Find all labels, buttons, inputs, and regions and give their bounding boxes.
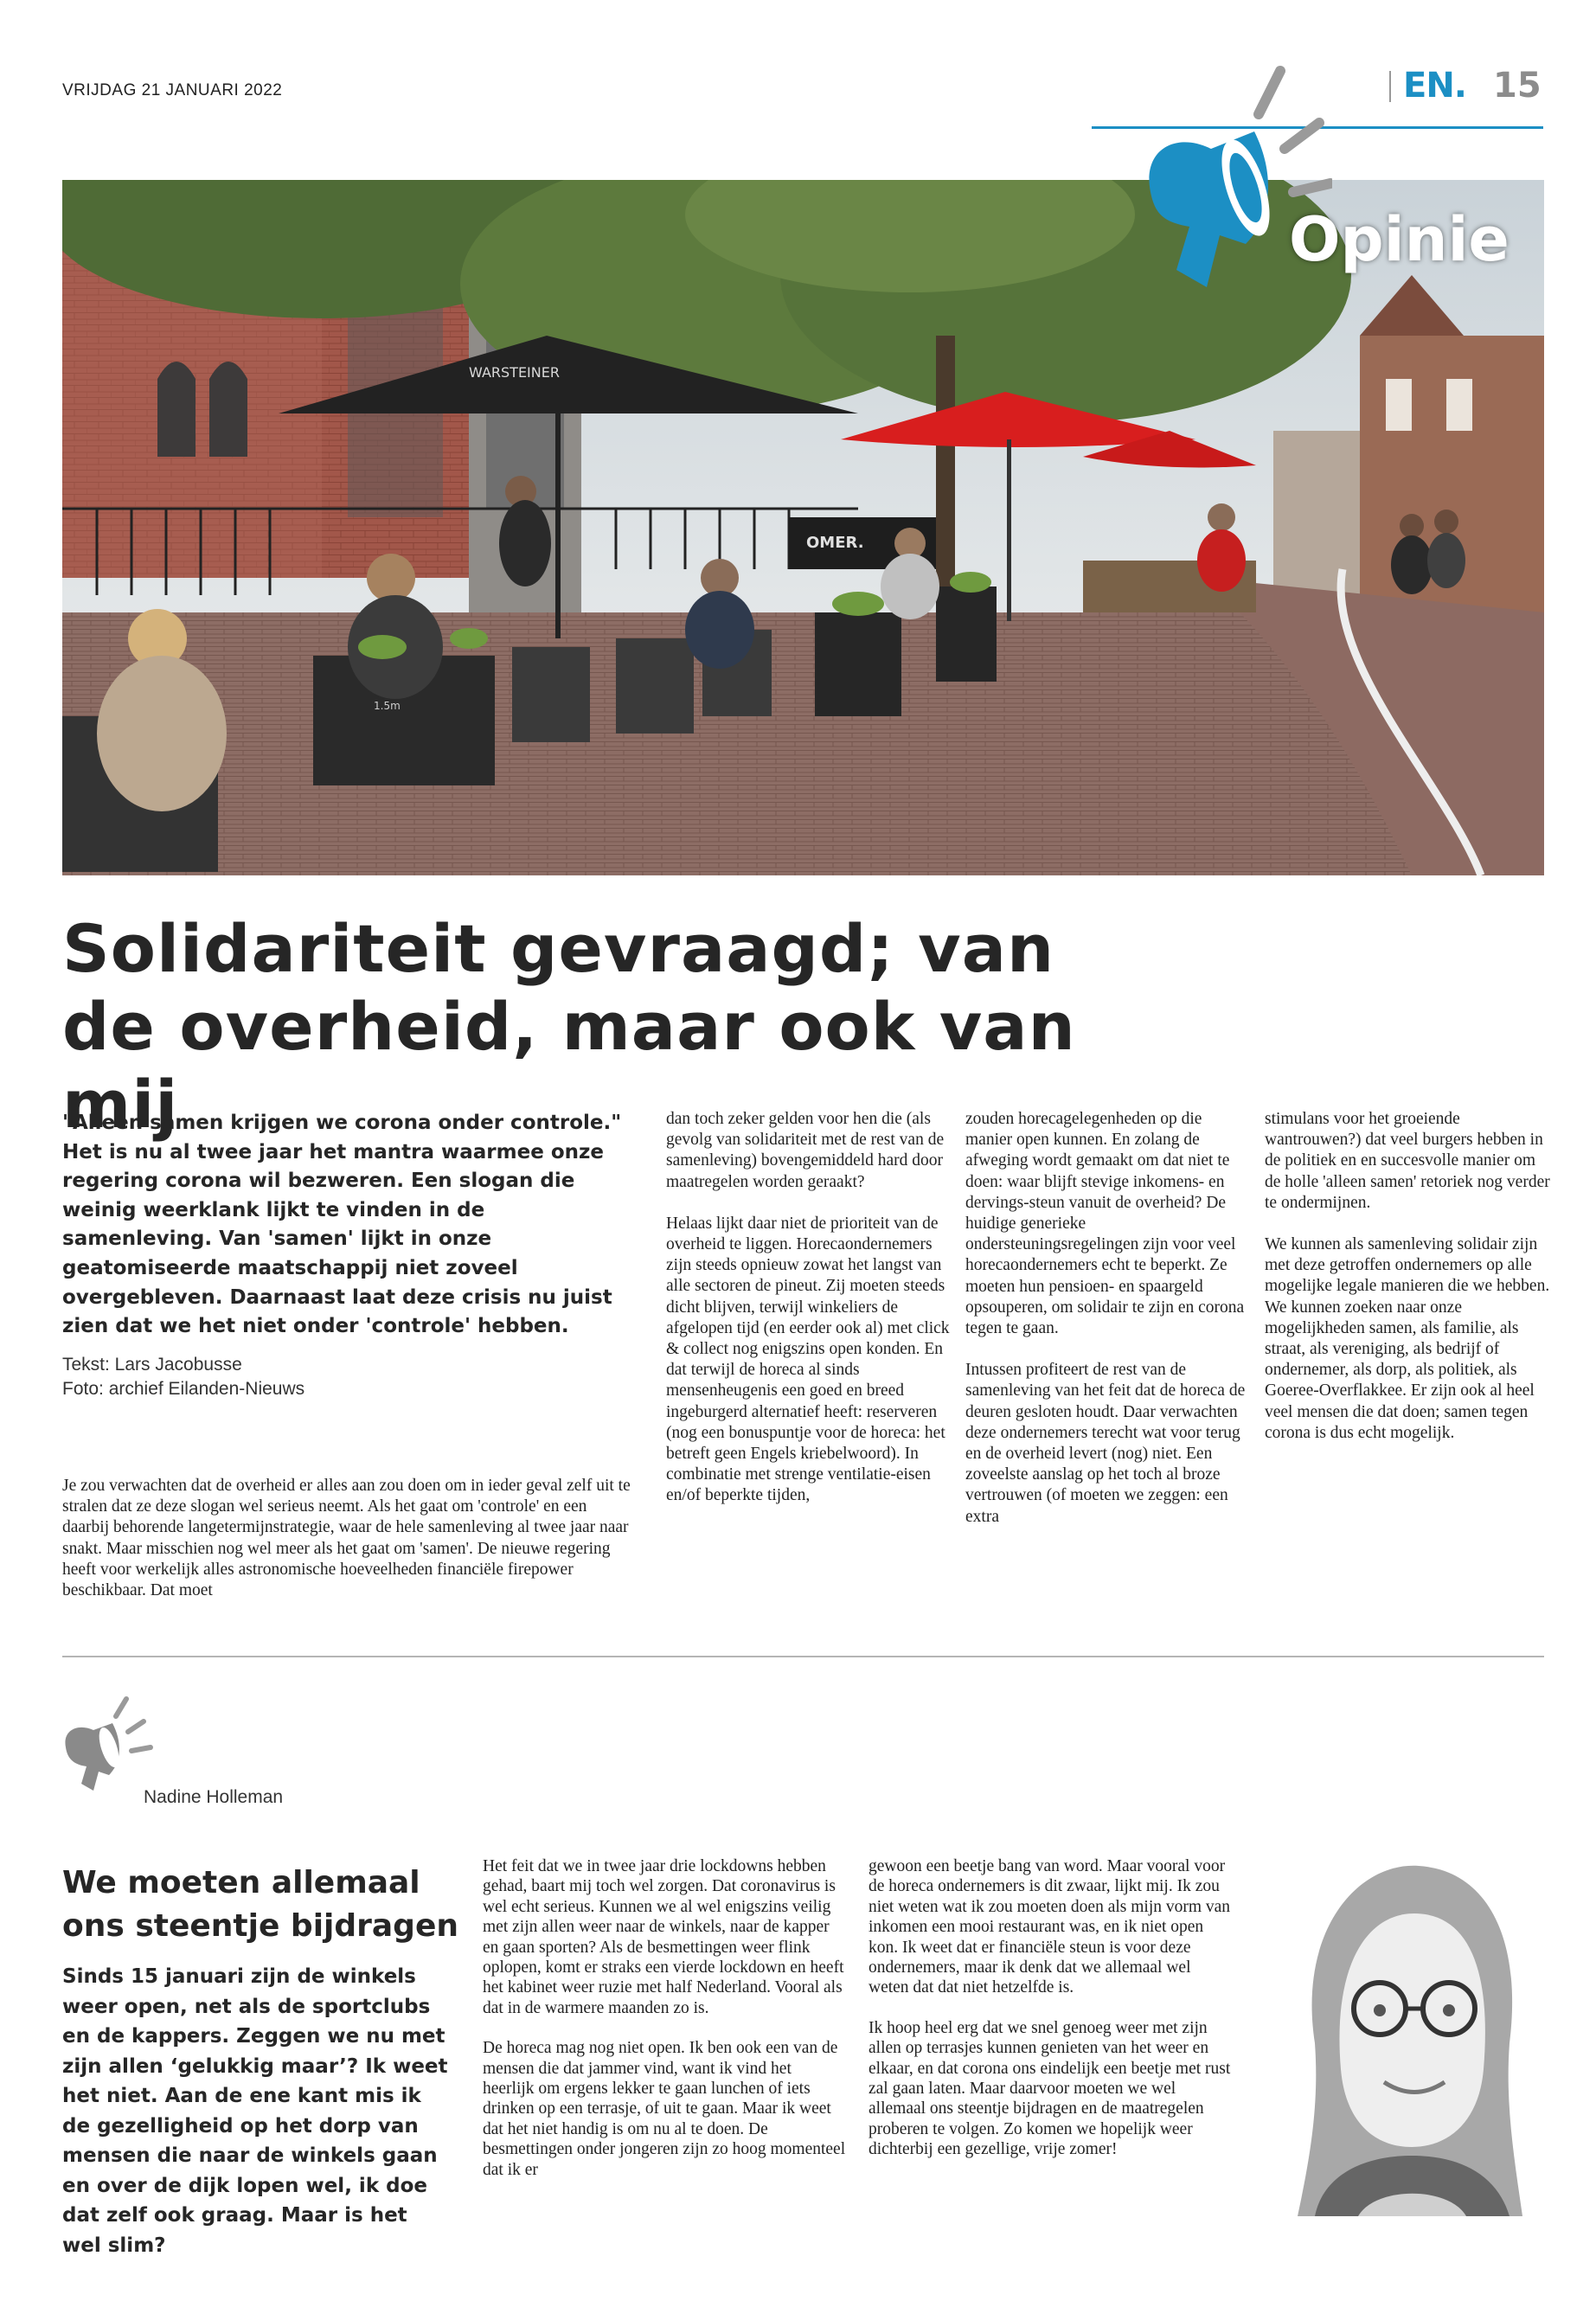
paragraph: gewoon een beetje bang van word. Maar vooral voor de horeca ondernemers is dit zwaar, lijkt mij. Ik zou niet weten wat ik zou moeten doen als mijn vorm van inkomen een mooi restaurant was, en ik niet open kon. Ik weet dat er financiële steun is voor deze ondernemers, maar ik denk dat we allemaal wel weten dat dat niet hetzelfde is. — [869, 1857, 1231, 1997]
dateline: VRIJDAG 21 JANUARI 2022 — [62, 81, 283, 99]
paragraph: stimulans voor het groeiende wantrouwen?) dat veel burgers hebben in de politiek en en succesvolle manier om de holle 'alleen samen' retoriek nog verder te ondermijnen. — [1265, 1110, 1550, 1212]
body-column-4 — [1265, 1109, 1550, 1465]
body-column-3 — [965, 1109, 1251, 1548]
brand-logo: EN. — [1403, 66, 1466, 106]
author-portrait — [1263, 1844, 1548, 2216]
section-divider — [62, 1656, 1544, 1657]
body-column-1 — [62, 1476, 633, 1622]
credit-text: Tekst: Lars Jacobusse — [62, 1355, 242, 1375]
article2-headline: We moeten allemaal ons steentje bijdragen — [62, 1865, 458, 1944]
paragraph: dan toch zeker gelden voor hen die (als gevolg van solidariteit met de rest van de samenleving) bovengemiddeld hard door maatregelen worden geraakt? — [666, 1110, 945, 1191]
article2-column-1 — [483, 1856, 846, 2200]
body-column-2 — [666, 1109, 952, 1528]
article-lead: "Alleen samen krijgen we corona onder controle." Het is nu al twee jaar het mantra waarmee onze regering corona wil bezweren. Een slogan die weinig weerklank lijkt te vinden in de samenleving. Van 'samen' lijkt in onze geatomiseerde maatschappij niet zoveel overgebleven. Daarnaast laat deze crisis nu juist zien dat we het niet onder 'controle' hebben. — [62, 1112, 622, 1338]
article-headline: Solidariteit gevraagd; van de overheid, maar ook van mij — [62, 910, 1076, 1143]
page-number: 15 — [1493, 66, 1542, 106]
svg-text:1.5m: 1.5m — [374, 700, 401, 712]
paragraph: Ik hoop heel erg dat we snel genoeg weer met zijn allen op terrasjes kunnen genieten van het weer en elkaar, en dat corona ons eindelijk een beetje met rust zal gaan laten. Maar daarvoor moeten we wel allemaal ons steentje bijdragen en de maatregelen proberen te volgen. Zo komen we hopelijk weer dichterbij een gezellige, vrije zomer! — [869, 2018, 1231, 2159]
paragraph: Je zou verwachten dat de overheid er alles aan zou doen om in ieder geval zelf uit te stralen dat ze deze slogan wel serieus neemt. Als het gaat om 'controle' en een daarbij behorende langetermijnstrategie, waar de hele samenleving al twee jaar naar snakt. Maar misschien nog wel meer als het gaat om 'samen'. De nieuwe regering heeft voor werkelijk alles astronomische hoeveelheden financiële firepower beschikbaar. Dat moet — [62, 1477, 631, 1600]
paragraph: We kunnen als samenleving solidair zijn met deze getroffen ondernemers op alle mogelijke legale manieren die we hebben. We kunnen zoeken naar onze mogelijkheden samen, als familie, als straat, als vereniging, als bedrijf of ondernemer, als dorp, als politiek, als Goeree-Overflakkee. Er zijn ook al heel veel mensen die dat doen; samen tegen corona is dus echt mogelijk. — [1265, 1235, 1550, 1442]
megaphone-small-icon — [57, 1695, 161, 1791]
header-divider — [1389, 71, 1391, 102]
paragraph: De horeca mag nog niet open. Ik ben ook een van de mensen die dat jammer vind, want ik vind het heerlijk om ergens lekker te gaan lunchen of iets drinken op een terrasje, of uit te gaan. Maar ik weet dat het niet handig is om nu al te doen. De besmettingen onder jongeren zijn zo hoog momenteel dat ik er — [483, 2039, 846, 2179]
credit-photo: Foto: archief Eilanden-Nieuws — [62, 1379, 305, 1399]
section-label: Opinie — [1289, 204, 1509, 275]
article2-lead: Sinds 15 januari zijn de winkels weer open, net als de sportclubs en de kappers. Zeggen we nu met zijn allen ‘gelukkig maar’? Ik weet het niet. Aan de ene kant mis ik de gezelligheid op het dorp van mensen die naar de winkels gaan en over de dijk lopen wel, ik doe dat zelf ook graag. Maar is het wel slim? — [62, 1965, 448, 2257]
paragraph: zouden horecagelegenheden op die manier open kunnen. En zolang de afweging wordt gemaakt om dat niet te doen: waar blijft stevige inkomens- en dervings-steun vanuit de overheid? De huidige generieke ondersteuningsregelingen zijn voor veel horecaondernemers echt te beperkt. Ze moeten hun pensioen- en spaargeld opsouperen, om solidair te zijn en corona tegen te gaan. — [965, 1110, 1245, 1338]
paragraph: Helaas lijkt daar niet de prioriteit van de overheid te liggen. Horecaondernemers zijn steeds opnieuw zowat het langst van alle sectoren de pineut. Zij moeten steeds dicht blijven, terwijl winkeliers de afgelopen tijd (en eerder ook al) met click & collect nog enigszins open konden. En dat terwijl de horeca al sinds mensenheugenis een goed en breed ingeburgerd alternatief heeft: reserveren (nog een bonuspuntje voor de horeca: het betreft geen Engels kriebelwoord). In combinatie met strenge ventilatie-eisen en/of beperkte tijden, — [666, 1214, 950, 1505]
article-credit — [62, 1353, 304, 1401]
author-byline: Nadine Holleman — [144, 1787, 284, 1807]
paragraph: Het feit dat we in twee jaar drie lockdowns hebben gehad, baart mij toch wel zorgen. Dat coronavirus is wel echt serieus. Kunnen we al wel enigszins veilig met zijn allen weer naar de winkels, naar de kapper en gaan sporten? Als de besmettingen weer flink oplopen, komt er straks een vierde lockdown en heeft het kabinet weer ruzie met half Nederland. Vooral als dat in de warmere maanden zo is. — [483, 1857, 844, 2017]
article2-column-2 — [869, 1856, 1232, 2180]
umbrella-brand: WARSTEINER — [469, 364, 560, 381]
cart-brand: OMER. — [806, 534, 864, 552]
paragraph: Intussen profiteert de rest van de samenleving van het feit dat de horeca de deuren gesloten houdt. Daar verwachten deze ondernemers terecht wat voor terug en de overheid levert (nog) niet. Een zoveelste aanslag op het toch al broze vertrouwen (of moeten we zeggen: een extra — [965, 1361, 1246, 1526]
